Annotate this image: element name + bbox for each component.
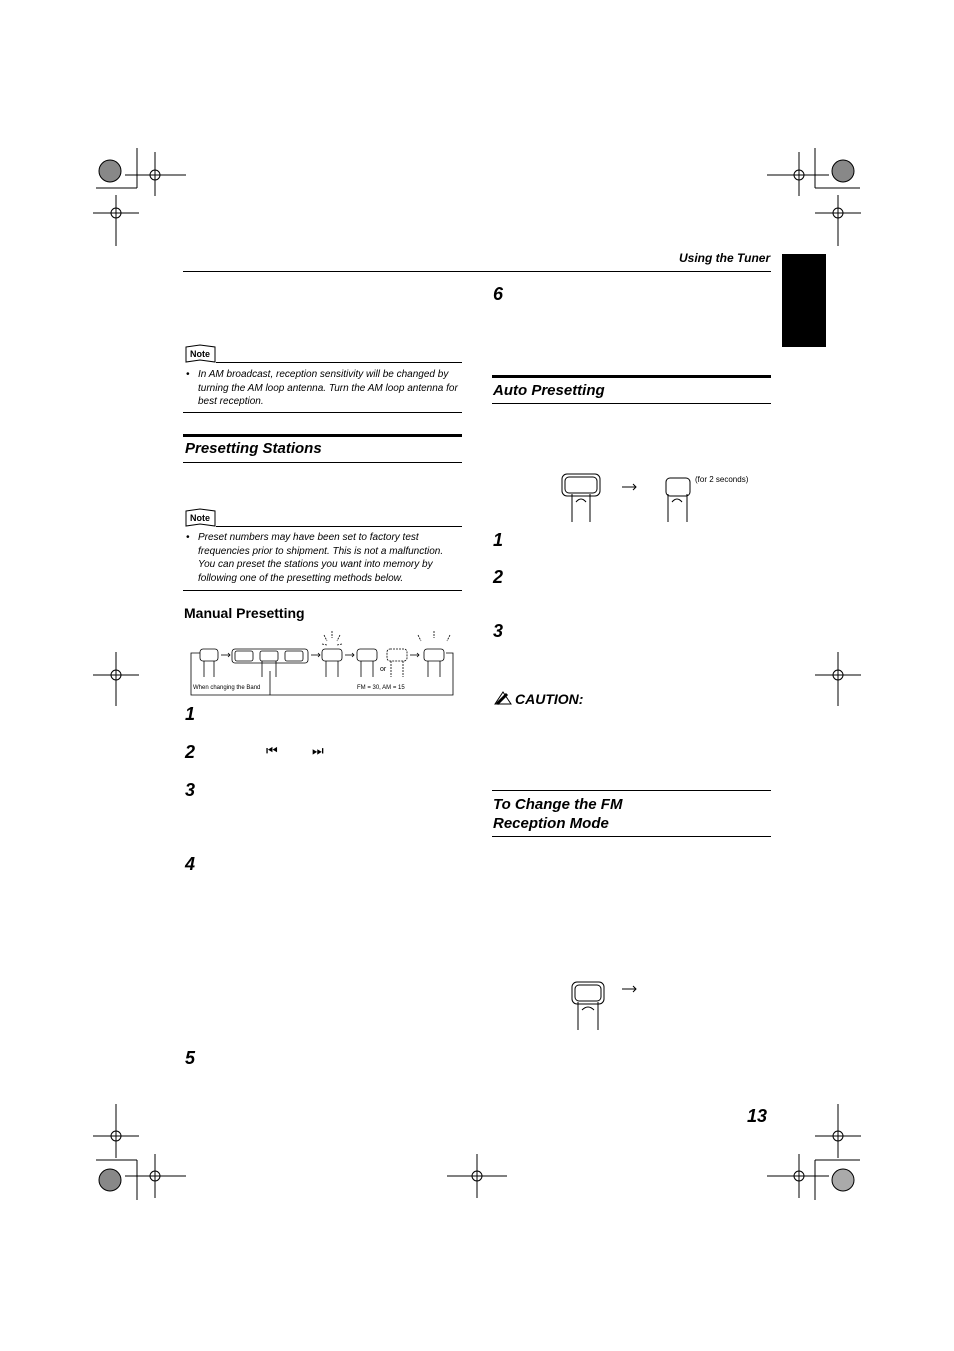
page-number: 13 — [747, 1106, 768, 1126]
note1-text: • In AM broadcast, reception sensitivity will be changed by turning the AM loop antenna. Turn the AM loop antenna for best reception. — [186, 369, 458, 407]
note-badge-label: Note — [190, 513, 210, 523]
manual-step-3: 3 — [185, 780, 196, 800]
fm-mode-title-line2: Reception Mode — [493, 815, 609, 832]
diagram-or-label: or — [380, 666, 387, 673]
note-icon — [185, 344, 215, 362]
manual-step-5: 5 — [185, 1048, 196, 1068]
caution-icon — [493, 690, 513, 706]
manual-step-2: 2 — [185, 742, 196, 762]
note1-bottom-rule — [183, 412, 462, 413]
diagram-band-label: When changing the Band — [193, 685, 261, 691]
diagram-preset-label: FM = 30, AM = 15 — [357, 685, 405, 691]
presetting-stations-title: Presetting Stations — [185, 440, 322, 457]
manual-step-1: 1 — [185, 704, 196, 724]
note-badge-label: Note — [190, 349, 210, 359]
note2-top-rule — [216, 526, 462, 527]
note-icon — [185, 508, 215, 526]
presetting-title-underline — [183, 462, 462, 463]
auto-step-1: 1 — [493, 530, 504, 550]
caution-label: CAUTION: — [515, 691, 584, 707]
auto-presetting-title: Auto Presetting — [493, 382, 605, 399]
running-header: Using the Tuner — [679, 251, 771, 265]
manual-step-6: 6 — [493, 284, 504, 304]
header-rule — [183, 271, 771, 272]
fm-mode-title-line1: To Change the FM — [493, 796, 623, 813]
auto-step-2: 2 — [493, 567, 504, 587]
auto-hint-label: (for 2 seconds) — [695, 475, 749, 484]
language-tab — [782, 254, 826, 347]
note2-text: • Preset numbers may have been set to factory test frequencies prior to shipment. This is not a malfunction. You can preset the stations you want into memory by following one of the presetting methods below. — [186, 532, 444, 584]
next-track-symbol: ⏭ — [312, 744, 324, 759]
auto-step-3: 3 — [493, 621, 504, 641]
presetting-title-rule — [183, 434, 462, 437]
prev-track-symbol: ⏮ — [266, 744, 278, 759]
fm-title-rule — [492, 790, 771, 791]
auto-title-rule — [492, 375, 771, 378]
fm-title-underline — [492, 836, 771, 837]
auto-title-underline — [492, 403, 771, 404]
note1-top-rule — [216, 362, 462, 363]
manual-presetting-title: Manual Presetting — [184, 605, 305, 621]
note2-bottom-rule — [183, 590, 462, 591]
manual-presetting-diagram — [188, 625, 458, 705]
fm-mode-diagram — [570, 980, 650, 1040]
manual-step-4: 4 — [185, 854, 196, 874]
